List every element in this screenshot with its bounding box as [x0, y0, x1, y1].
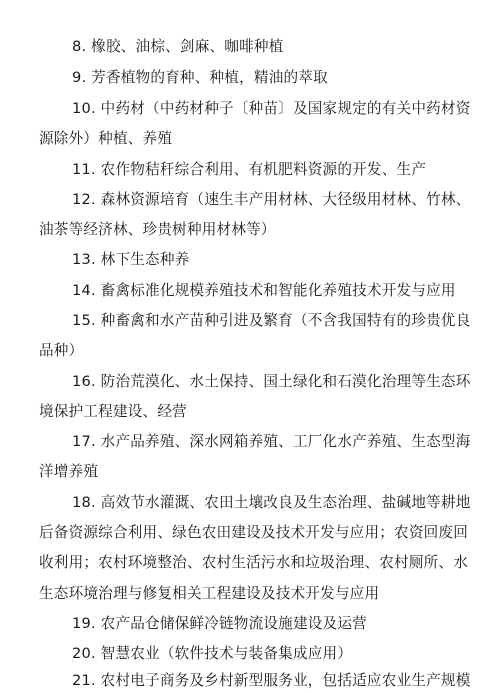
list-item-line: 10. 中药材（中药材种子〔种苗〕及国家规定的有关中药材资 [72, 100, 471, 117]
list-item-line: 品种） [39, 342, 84, 359]
list-item-line: 11. 农作物秸秆综合利用、有机肥料资源的开发、生产 [72, 161, 427, 178]
list-item-line: 13. 林下生态种养 [72, 251, 190, 268]
list-item-line: 油茶等经济林、珍贵树种用材林等） [39, 221, 276, 238]
list-item-line: 8. 橡胶、油棕、剑麻、咖啡种植 [72, 38, 284, 55]
list-item-line: 后备资源综合利用、绿色农田建设及技术开发与应用；农资回废回 [39, 524, 469, 541]
list-item-line: 16. 防治荒漠化、水土保持、国土绿化和石漠化治理等生态环 [72, 373, 471, 390]
list-item-line: 9. 芳香植物的育种、种植，精油的萃取 [72, 69, 328, 86]
list-item-line: 12. 森林资源培育（速生丰产用材林、大径级用材林、竹林、 [72, 191, 471, 208]
list-item-line: 源除外）种植、养殖 [39, 130, 173, 147]
list-item-line: 生态环境治理与修复相关工程建设及技术开发与应用 [39, 585, 380, 602]
list-item-line: 15. 种畜禽和水产苗种引进及繁育（不含我国特有的珍贵优良 [72, 312, 471, 329]
list-item-line: 洋增养殖 [39, 463, 99, 480]
list-item-line: 14. 畜禽标准化规模养殖技术和智能化养殖技术开发与应用 [72, 282, 456, 299]
list-item-line: 18. 高效节水灌溉、农田土壤改良及生态治理、盐碱地等耕地 [72, 494, 471, 511]
list-item-line: 21. 农村电子商务及乡村新型服务业，包括适应农业生产规模 [72, 672, 471, 689]
list-item-line: 17. 水产品养殖、深水网箱养殖、工厂化水产养殖、生态型海 [72, 433, 471, 450]
list-item-line: 20. 智慧农业（软件技术与装备集成应用） [72, 645, 353, 662]
list-item-line: 19. 农产品仓储保鲜冷链物流设施建设及运营 [72, 615, 367, 632]
list-item-line: 收利用；农村环境整治、农村生活污水和垃圾治理、农村厕所、水 [39, 554, 469, 571]
list-item-line: 境保护工程建设、经营 [39, 403, 187, 420]
